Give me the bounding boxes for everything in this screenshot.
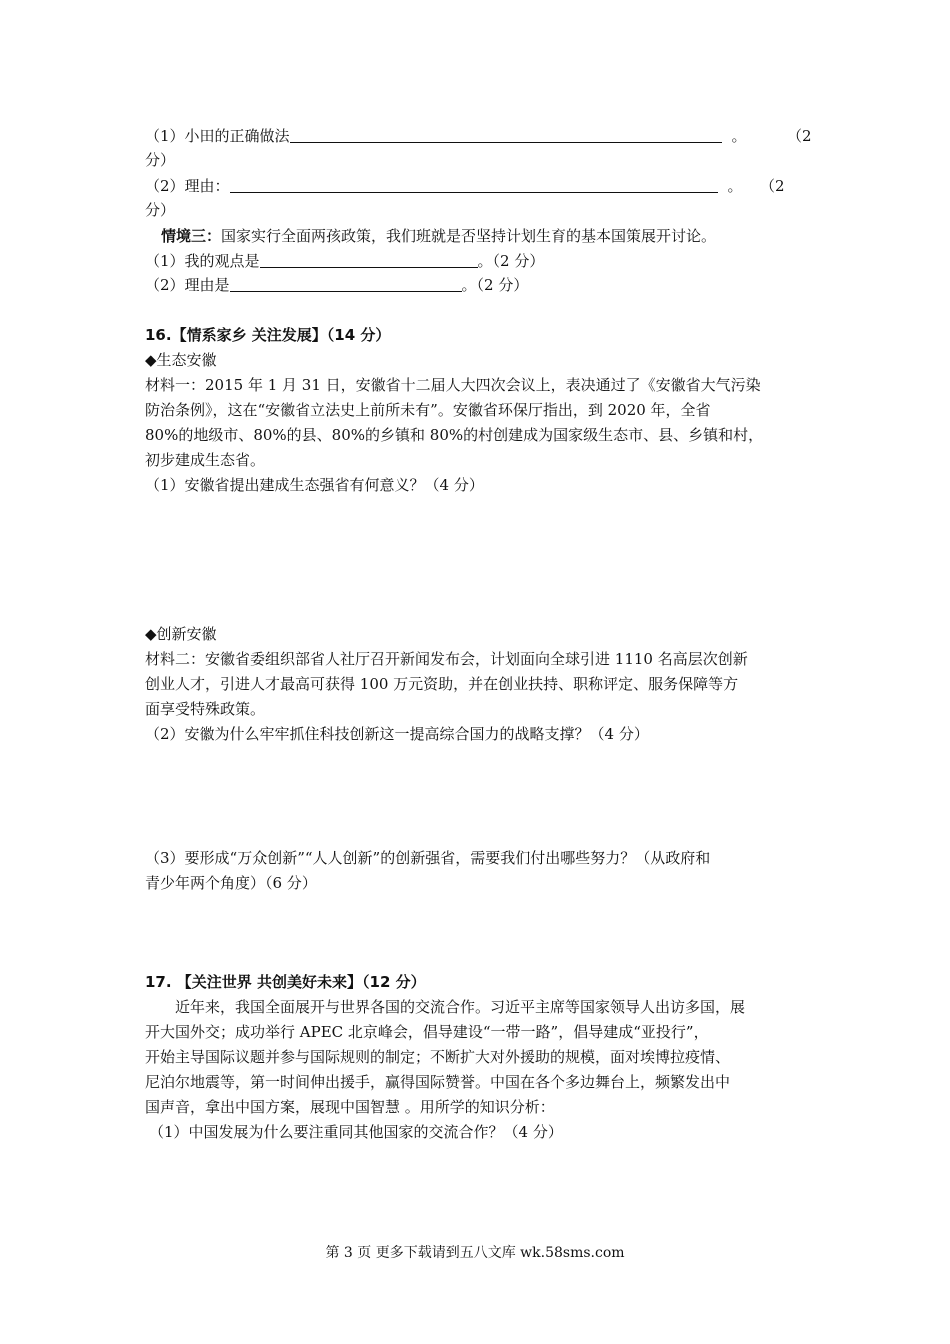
s3-q1-text: （1）我的观点是: [145, 252, 260, 270]
scenario-3-text: 国家实行全面两孩政策，我们班就是否坚持计划生育的基本国策展开讨论。: [221, 227, 717, 245]
q16-question-3-cont: 青少年两个角度）（6 分）: [145, 874, 317, 892]
material-1-line: 初步建成生态省。: [145, 451, 266, 469]
q17-paragraph-line: 开大国外交；成功举行 APEC 北京峰会，倡导建设“一带一路”，倡导建成“亚投行”，: [145, 1023, 709, 1041]
q15-line-2: [145, 176, 743, 196]
material-2-line: 材料二：安徽省委组织部省人社厅召开新闻发布会，计划面向全球引进 1110 名高层次创新: [145, 650, 748, 668]
q15-l2-text: （2）理由：: [145, 177, 230, 195]
q15-line-1: [145, 126, 747, 146]
material-2-line: 面享受特殊政策。: [145, 700, 266, 718]
scenario-3-q2: [145, 275, 528, 295]
answer-blank[interactable]: [230, 275, 462, 292]
q17-paragraph-line: 近年来，我国全面展开与世界各国的交流合作。习近平主席等国家领导人出访多国，展: [175, 998, 746, 1016]
q17-paragraph-line: 开始主导国际议题并参与国际规则的制定；不断扩大对外援助的规模，面对埃博拉疫情、: [145, 1048, 731, 1066]
q15-l1-end: 。: [731, 127, 747, 145]
innovation-heading: ◆创新安徽: [145, 625, 217, 643]
eco-heading: ◆生态安徽: [145, 351, 217, 369]
q16-question-2: （2）安徽为什么牢牢抓住科技创新这一提高综合国力的战略支撑？（4 分）: [145, 725, 649, 743]
scenario-3-q1: [145, 251, 544, 271]
q15-l2-score-cont: 分）: [145, 201, 176, 219]
s3-q2-end: 。（2 分）: [461, 276, 529, 294]
answer-blank[interactable]: [290, 126, 722, 143]
scenario-3-label: 情境三：: [161, 227, 222, 245]
s3-q1-end: 。（2 分）: [477, 252, 545, 270]
material-1-line: 防治条例》，这在“安徽省立法史上前所未有”。安徽省环保厅指出，到 2020 年，全省: [145, 401, 711, 419]
q15-l1-score: （2: [787, 127, 812, 145]
q17-paragraph-line: 国声音，拿出中国方案，展现中国智慧 。用所学的知识分析：: [145, 1098, 555, 1116]
q16-title: 16.【情系家乡 关注发展】（14 分）: [145, 326, 391, 344]
q17-title: 17. 【关注世界 共创美好未来】（12 分）: [145, 973, 426, 991]
scenario-3: [161, 226, 716, 246]
s3-q2-text: （2）理由是: [145, 276, 230, 294]
q17-paragraph-line: 尼泊尔地震等，第一时间伸出援手，赢得国际赞誉。中国在各个多边舞台上，频繁发出中: [145, 1073, 731, 1091]
q15-l2-end: 。: [727, 177, 743, 195]
q15-l1-score-cont: 分）: [145, 151, 176, 169]
q15-l1-text: （1）小田的正确做法: [145, 127, 290, 145]
material-1-line: 材料一：2015 年 1 月 31 日，安徽省十二届人大四次会议上，表决通过了《安徽省大气污染: [145, 376, 761, 394]
q16-question-3: （3）要形成“万众创新”“人人创新”的创新强省，需要我们付出哪些努力？（从政府和: [145, 849, 711, 867]
material-1-line: 80%的地级市、80%的县、80%的乡镇和 80%的村创建成为国家级生态市、县、乡镇和村，: [145, 426, 764, 444]
answer-blank[interactable]: [230, 176, 718, 193]
answer-blank[interactable]: [260, 251, 478, 268]
page-footer: 第 3 页 更多下载请到五八文库 wk.58sms.com: [325, 1245, 625, 1261]
q17-question-1: （1）中国发展为什么要注重同其他国家的交流合作？（4 分）: [149, 1123, 563, 1141]
q15-l2-score: （2: [760, 177, 785, 195]
material-2-line: 创业人才，引进人才最高可获得 100 万元资助，并在创业扶持、职称评定、服务保障等方: [145, 675, 739, 693]
q16-question-1: （1）安徽省提出建成生态强省有何意义？（4 分）: [145, 476, 484, 494]
